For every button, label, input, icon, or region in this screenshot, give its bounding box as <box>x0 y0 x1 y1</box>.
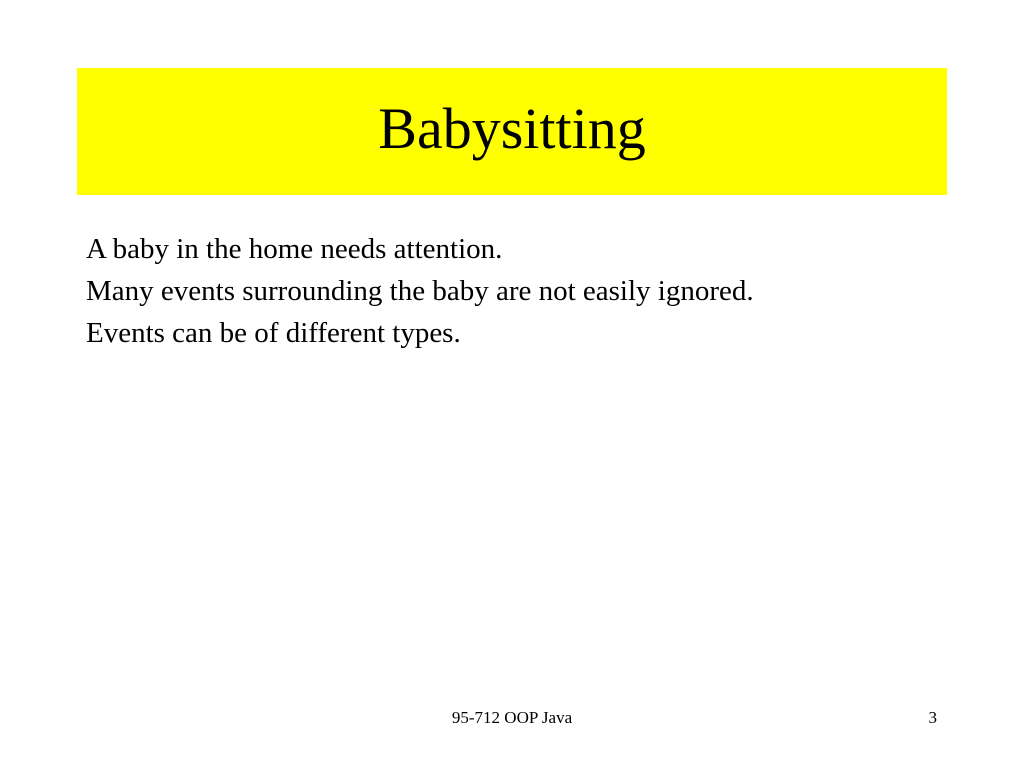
footer-course-label: 95-712 OOP Java <box>451 708 573 727</box>
slide-body <box>86 228 946 354</box>
title-banner <box>77 68 947 195</box>
body-line: Many events surrounding the baby are not easily ignored. <box>86 275 754 307</box>
body-line: Events can be of different types. <box>86 317 461 349</box>
footer-page-number: 3 <box>928 708 937 727</box>
slide-title: Babysitting <box>378 95 646 161</box>
body-line: A baby in the home needs attention. <box>86 233 503 265</box>
